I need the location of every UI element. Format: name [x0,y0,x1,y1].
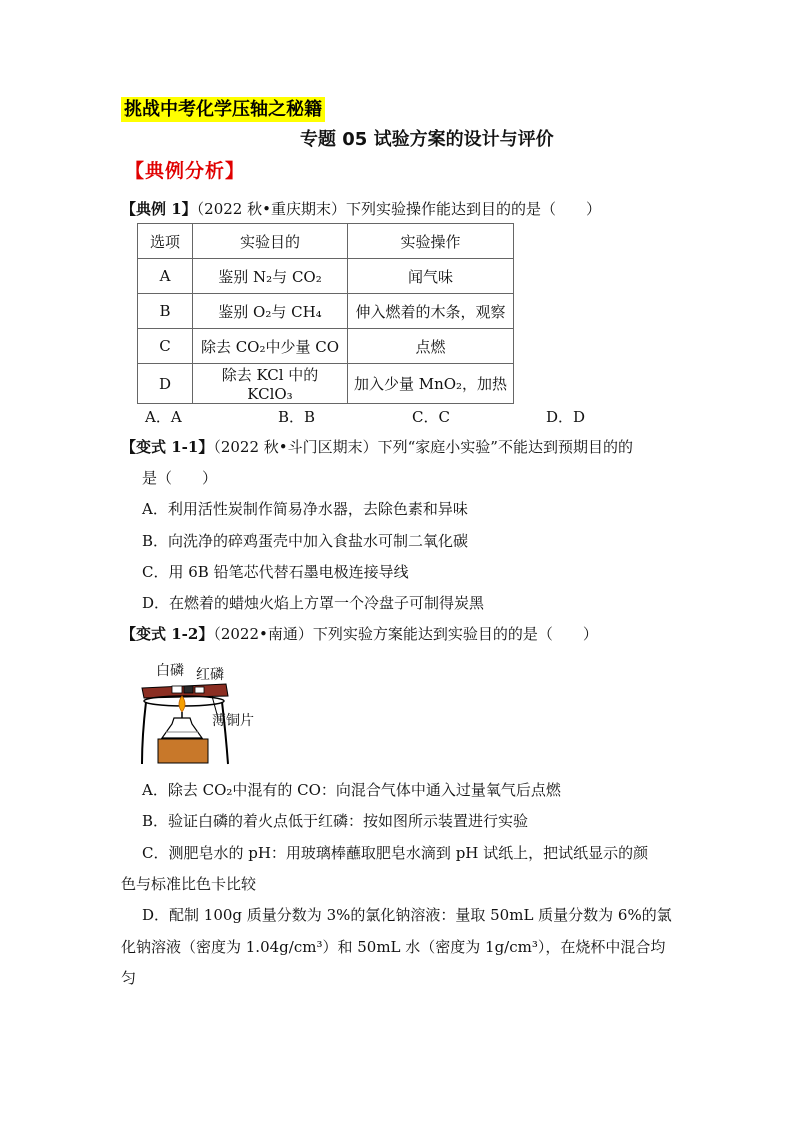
q1-stem-line [121,199,601,219]
table-row [138,329,514,364]
table-header-cell: 实验操作 [348,224,514,259]
alcohol-lamp-shape [162,718,202,738]
red-phosphorus-mark [184,686,193,693]
copper-plate-label: 薄铜片 [212,713,254,729]
table-cell: 鉴别 O₂与 CH₄ [193,294,348,329]
q2-stem: （2022 秋•斗门区期末）下列“家庭小实验”不能达到预期目的的 [213,438,633,456]
q2-stem-line [121,437,633,457]
red-phosphorus-label: 红磷 [196,667,224,683]
q3-option-d-cont2: 匀 [121,969,137,987]
section-heading: 【典例分析】 [125,160,246,182]
table-cell: B [138,294,193,329]
q3-option-d: D．配制 100g 质量分数为 3%的氯化钠溶液：量取 50mL 质量分数为 6%的氯 [142,906,672,924]
apparatus-figure [140,656,280,768]
q3-tag: 【变式 1-2】 [121,625,214,643]
table-cell: A [138,259,193,294]
white-phosphorus-label: 白磷 [156,663,184,679]
q3-option-c: C．测肥皂水的 pH：用玻璃棒蘸取肥皂水滴到 pH 试纸上，把试纸显示的颜 [142,844,649,862]
table-cell: 伸入燃着的木条，观察 [348,294,514,329]
q2-tag: 【变式 1-1】 [121,438,214,456]
table-row [138,294,514,329]
table-cell: 鉴别 N₂与 CO₂ [193,259,348,294]
topic-title: 专题 05 试验方案的设计与评价 [300,129,554,150]
collection-title-banner: 挑战中考化学压轴之秘籍 [121,97,325,122]
q1-stem: （2022 秋•重庆期末）下列实验操作能达到目的的是（ ） [196,200,601,218]
q3-stem-line [121,624,598,644]
table-cell: 除去 KCl 中的 KClO₃ [193,364,348,404]
tripod-leg-left [142,702,146,764]
table-cell: C [138,329,193,364]
wooden-block-shape [158,739,208,763]
q1-option-b: B．B [278,408,316,426]
q2-stem-cont: 是（ ） [142,469,218,487]
table-cell: 闻气味 [348,259,514,294]
q1-options-table [137,223,514,404]
q3-option-d-cont: 化钠溶液（密度为 1.04g/cm³）和 50mL 水（密度为 1g/cm³），在烧杯中混合均 [121,938,666,956]
q2-option-b: B．向洗净的碎鸡蛋壳中加入食盐水可制二氧化碳 [142,532,469,550]
q2-option-d: D．在燃着的蜡烛火焰上方罩一个冷盘子可制得炭黑 [142,594,485,612]
q1-option-a: A．A [145,408,182,426]
q3-option-b: B．验证白磷的着火点低于红磷：按如图所示装置进行实验 [142,812,529,830]
table-header-cell: 实验目的 [193,224,348,259]
q3-stem: （2022•南通）下列实验方案能达到实验目的的是（ ） [213,625,598,643]
table-cell: 除去 CO₂中少量 CO [193,329,348,364]
table-header-row [138,224,514,259]
q2-option-a: A．利用活性炭制作简易净水器，去除色素和异味 [142,500,468,518]
q3-option-a: A．除去 CO₂中混有的 CO：向混合气体中通入过量氧气后点燃 [142,781,561,799]
flame-shape [179,696,185,712]
table-cell: 点燃 [348,329,514,364]
q1-option-d: D．D [546,408,586,426]
table-row [138,259,514,294]
table-row [138,364,514,404]
table-cell: 加入少量 MnO₂，加热 [348,364,514,404]
q2-option-c: C．用 6B 铅笔芯代替石墨电极连接导线 [142,563,409,581]
white-phosphorus-mark [172,686,182,693]
plate-spot-mark [195,687,204,693]
q1-tag: 【典例 1】 [121,200,197,218]
table-cell: D [138,364,193,404]
q3-option-c-cont: 色与标准比色卡比较 [121,875,257,893]
q1-option-c: C．C [412,408,450,426]
table-header-cell: 选项 [138,224,193,259]
